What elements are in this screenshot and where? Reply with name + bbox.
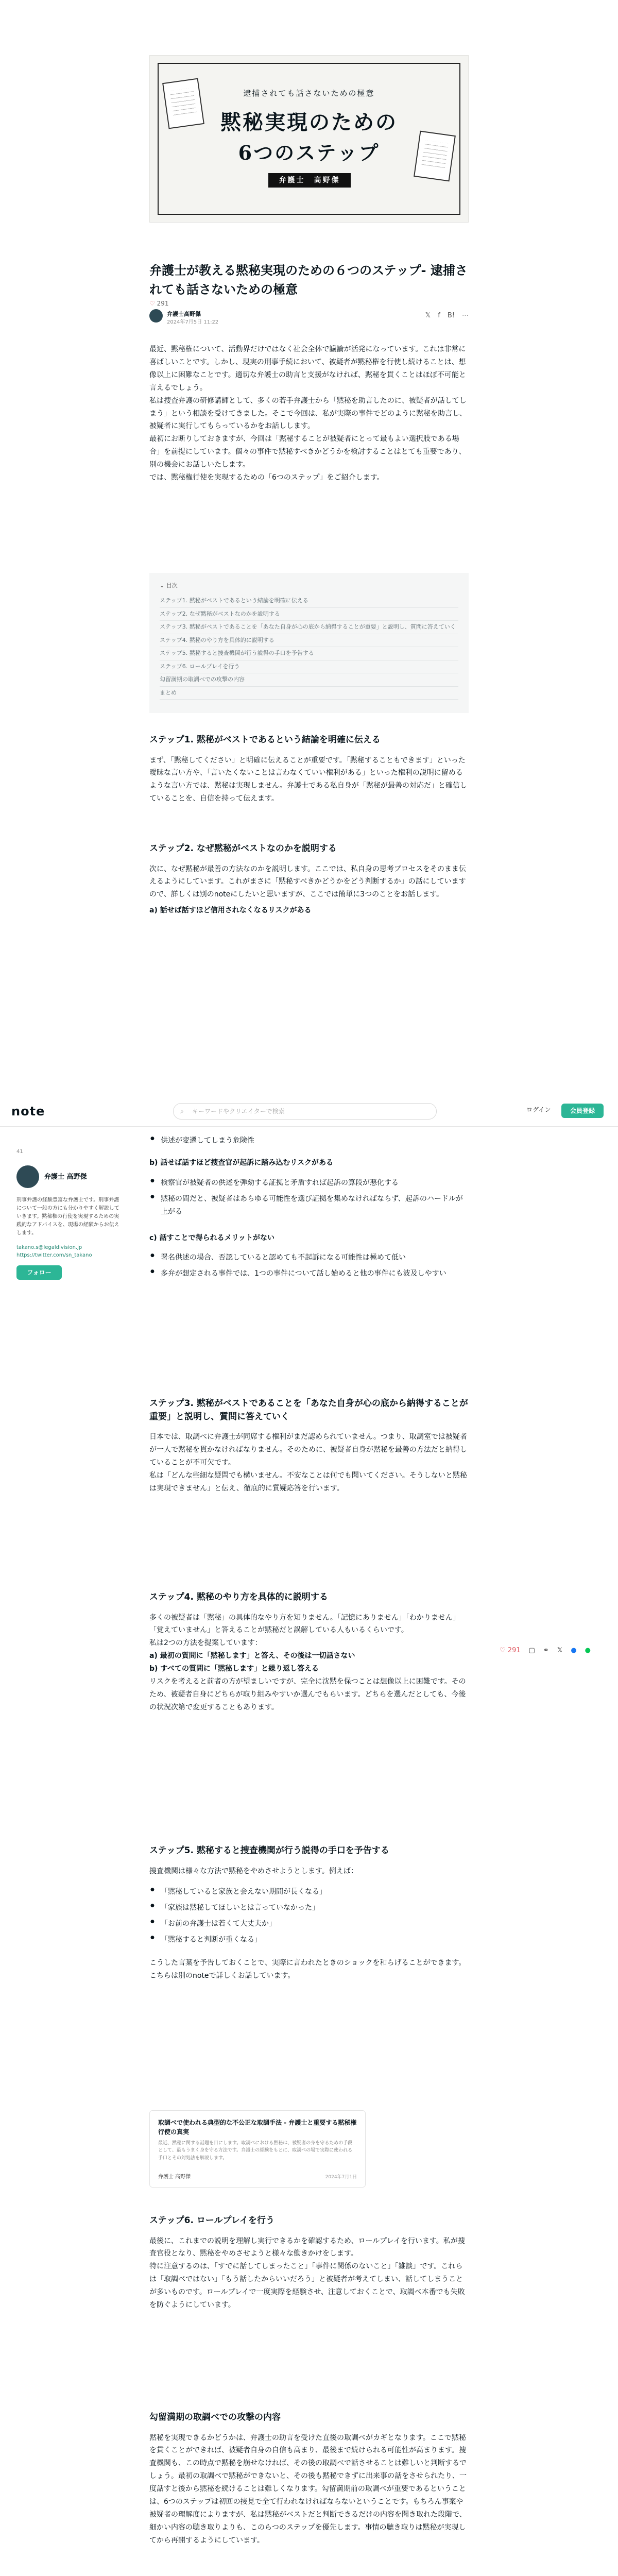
header-image-badge: 弁護士 高野傑 bbox=[268, 173, 351, 188]
section-paragraph: 特に注意するのは、「すでに話してしまったこと」「事件に関係のないこと」「雑談」です。これらは「取調べではない」「もう話したからいいだろう」と被疑者が考えてしまい、話してしまうことが多いものです。ロールプレイで一度実際を経験させ、注意しておくことで、取調べ本番でも失敗を防ぐようにしています。 bbox=[149, 2262, 465, 2310]
section-paragraph: まず、「黙秘してください」と明確に伝えることが重要です。「黙秘することもできます」といった曖昧な言い方や、「言いたくないことは言わなくていい権利がある」といった権利の説明に留めるような言い方では、黙秘は実現しません。弁護士である私自身が「黙秘が最善の対応だ」と確信していることを、自信を持って伝えます。 bbox=[149, 756, 467, 803]
author-twitter-link[interactable]: https://twitter.com/sn_takano bbox=[16, 1252, 92, 1258]
author-name[interactable]: 弁護士高野傑 bbox=[167, 311, 201, 317]
section-heading: ステップ5. 黙秘すると捜査機関が行う説得の手口を予告する bbox=[149, 1845, 389, 1856]
floating-actions bbox=[500, 1647, 591, 1654]
author-email-link[interactable]: takano.s@legaldivision.jp bbox=[16, 1245, 82, 1250]
header-image-title: 黙秘実現のための bbox=[220, 110, 398, 134]
bullet-list bbox=[149, 1177, 469, 1218]
avatar[interactable] bbox=[149, 309, 163, 323]
like-count-top[interactable] bbox=[149, 300, 169, 307]
intro-paragraph: では、黙秘権行使を実現するための「6つのステップ」をご紹介します。 bbox=[149, 473, 384, 482]
avatar[interactable] bbox=[16, 1165, 39, 1188]
section-heading: ステップ3. 黙秘がベストであることを「あなた自身が心の底から納得することが重要」と説明し、質問に答えていく bbox=[149, 1398, 468, 1422]
subheading: a) 最初の質問に「黙秘します」と答え、その後は一切話さない bbox=[149, 1652, 355, 1660]
list-item: ● 署名供述の場合、否認していると認めても不起訴になる可能性は極めて低い bbox=[149, 1251, 469, 1264]
intro-paragraph: 最初にお断りしておきますが、今回は「黙秘することが被疑者にとって最もよい選択肢である場合」を前提にしています。個々の事件で黙秘すべきかどうかを検討することはとても重要であり、別の機会にお話しいたします。 bbox=[149, 435, 466, 469]
header-image-subtitle: 6つのステップ bbox=[238, 141, 380, 164]
share-icons bbox=[425, 312, 469, 319]
author-bio: 刑事弁護の経験豊富な弁護士です。刑事弁護について一般の方にも分かりやすく解説していきます。黙秘権の行使を実現するための実践的なアドバイスを、現場の経験からお伝えします。 bbox=[16, 1197, 119, 1236]
toc-item[interactable]: ステップ3. 黙秘がベストであることを「あなた自身が心の底から納得することが重要」と説明し、質問に答えていく bbox=[160, 621, 458, 634]
list-item: ● 「家族は黙秘してほしいとは言っていなかった」 bbox=[149, 1902, 469, 1914]
subheading: b) 話せば話すほど捜査官が起訴に踏み込むリスクがある bbox=[149, 1158, 334, 1167]
toc-item[interactable]: ステップ1. 黙秘がベストであるという結論を明確に伝える bbox=[160, 595, 458, 608]
list-item: ● 供述が変遷してしまう危険性 bbox=[149, 1134, 469, 1147]
signup-button[interactable]: 会員登録 bbox=[561, 1104, 604, 1118]
intro-paragraph: 最近、黙秘権について、活動界だけではなく社会全体で議論が活発になっています。これは非常に喜ばしいことです。しかし、現実の刑事手続において、被疑者が黙秘権を行使し続けることは、想像以上に困難なことです。適切な弁護士の助言と支援がなければ、黙秘を貫くことはほぼ不可能と言えるでしょう。 bbox=[149, 345, 466, 392]
embed-description: 最近、黙秘に関する話題を目にします。取調べにおける黙秘は、被疑者の身を守るための手段として、最もうまく身を守る方法です。弁護士の経験をもとに、取調べの場で実際に使われる手口とその対処法を解説します。 bbox=[158, 2141, 353, 2161]
follower-count: 41 bbox=[16, 1149, 23, 1155]
sidebar-author-name[interactable]: 弁護士 高野傑 bbox=[44, 1173, 87, 1181]
step2-continued bbox=[149, 1131, 469, 1283]
embed-author: 弁護士 高野傑 bbox=[158, 2174, 191, 2180]
bullet-list bbox=[149, 1886, 469, 1946]
embed-date: 2024年7月1日 bbox=[325, 2175, 357, 2180]
subheading: c) 話すことで得られるメリットがない bbox=[149, 1233, 275, 1242]
author-links bbox=[16, 1244, 92, 1259]
section-paragraph: リスクを考えると前者の方が望ましいですが、完全に沈黙を保つことは想像以上に困難です。そのため、被疑者自身にどちらが取り組みやすいか選んでもらいます。どちらを選んだとしても、今後の状況次第で変更することもあります。 bbox=[149, 1677, 466, 1711]
section-heading: ステップ6. ロールプレイを行う bbox=[149, 2215, 274, 2226]
step4-section bbox=[149, 1591, 469, 1714]
bullet-list bbox=[149, 1251, 469, 1280]
login-link[interactable]: ログイン bbox=[526, 1106, 551, 1113]
list-item: ● 検察官が被疑者の供述を弾劾する証拠と矛盾すれば起訴の算段が悪化する bbox=[149, 1177, 469, 1190]
toc-item[interactable]: ステップ5. 黙秘すると捜査機関が行う説得の手口を予告する bbox=[160, 647, 458, 660]
hatena-share-icon[interactable]: B! bbox=[447, 312, 455, 319]
like-button[interactable]: ♡ 291 bbox=[500, 1647, 521, 1654]
x-share-icon[interactable]: 𝕏 bbox=[557, 1647, 563, 1654]
link-icon[interactable]: ⚭ bbox=[543, 1647, 549, 1654]
toc-item[interactable]: 勾留満期の取調べでの攻撃の内容 bbox=[160, 673, 458, 687]
list-item: ● 多弁が想定される事件では、1つの事件について話し始めると他の事件にも波及しやすい bbox=[149, 1267, 469, 1280]
like-count: 291 bbox=[157, 300, 169, 307]
toc-item[interactable]: まとめ bbox=[160, 687, 458, 700]
list-item: ● 「お前の弁護士は若くて大丈夫か」 bbox=[149, 1918, 469, 1930]
intro-paragraph: 私は捜査弁護の研修講師として、多くの若手弁護士から「黙秘を助言したのに、被疑者が話してしまう」という相談を受けてきました。そこで今回は、私が実際の事件でどのように黙秘を助言し、被疑者に実行してもらっているかをお話しします。 bbox=[149, 396, 467, 431]
section-paragraph: 捜査機関は様々な方法で黙秘をやめさせようとします。例えば： bbox=[149, 1867, 358, 1875]
bullet-list bbox=[149, 1134, 469, 1147]
step6-section bbox=[149, 2214, 469, 2312]
toc-heading[interactable]: ⌄ 目次 bbox=[160, 582, 178, 589]
comment-icon[interactable]: ▢ bbox=[528, 1647, 535, 1654]
toc-item[interactable]: ステップ6. ロールプレイを行う bbox=[160, 660, 458, 674]
toc-item[interactable]: ステップ4. 黙秘のやり方を具体的に説明する bbox=[160, 634, 458, 648]
search-input[interactable] bbox=[173, 1103, 437, 1120]
intro-section bbox=[149, 343, 469, 484]
x-share-icon[interactable]: 𝕏 bbox=[425, 312, 431, 319]
list-item: ● 「黙秘していると家族と会えない期間が長くなる」 bbox=[149, 1886, 469, 1899]
author-sidebar bbox=[16, 1149, 125, 1276]
list-item: ● 「黙秘すると判断が重くなる」 bbox=[149, 1934, 469, 1946]
publish-date: 2024年7月5日 11:22 bbox=[167, 319, 219, 325]
subheading: b) すべての質問に「黙秘します」と繰り返し答える bbox=[149, 1665, 319, 1673]
first-interrogation-section bbox=[149, 2411, 469, 2547]
embed-title: 取調べで使われる典型的な不公正な取調手法 - 弁護士と重要する黙秘権行使の真実 bbox=[158, 2119, 357, 2136]
search-icon: ⌕ bbox=[180, 1108, 184, 1115]
section-heading: ステップ4. 黙秘のやり方を具体的に説明する bbox=[149, 1592, 328, 1602]
subheading: a) 話せば話すほど信用されなくなるリスクがある bbox=[149, 906, 312, 915]
section-paragraph: 日本では、取調べに弁護士が同席する権利がまだ認められていません。つまり、取調室では被疑者が一人で黙秘を貫かなければなりません。そのために、被疑者自身が黙秘を最善の方法だと納得していることが不可欠です。 bbox=[149, 1433, 467, 1467]
embedded-note-card[interactable] bbox=[149, 2110, 366, 2188]
step2-section bbox=[149, 842, 469, 917]
heart-icon: ♡ bbox=[149, 300, 155, 307]
step3-section bbox=[149, 1397, 469, 1495]
header-image bbox=[149, 55, 469, 223]
header-image-catch: 逮捕されても話さないための極意 bbox=[243, 89, 375, 98]
facebook-share-icon[interactable]: ● bbox=[571, 1647, 577, 1654]
section-paragraph: こうした言葉を予告しておくことで、実際に言われたときのショックを和らげることができます。こちらは別のnoteで詳しくお話しています。 bbox=[149, 1959, 466, 1980]
author-row bbox=[149, 309, 469, 325]
site-header bbox=[0, 1095, 618, 1127]
facebook-share-icon[interactable]: f bbox=[438, 312, 440, 319]
more-icon[interactable]: ⋯ bbox=[462, 312, 469, 319]
section-heading: 勾留満期の取調べでの攻撃の内容 bbox=[149, 2412, 281, 2422]
article-title: 弁護士が教える黙秘実現のための６つのステップ- 逮捕されても話さないための極意 bbox=[149, 263, 468, 297]
toc-item[interactable]: ステップ2. なぜ黙秘がベストなのかを説明する bbox=[160, 608, 458, 621]
section-paragraph: 私は「どんな些細な疑問でも構いません。不安なことは何でも聞いてください。そうしないと黙秘は実現できません」と伝え、徹底的に質疑応答を行います。 bbox=[149, 1471, 467, 1493]
follow-button[interactable]: フォロー bbox=[16, 1265, 62, 1280]
section-paragraph: 次に、なぜ黙秘が最善の方法なのかを説明します。ここでは、私自身の思考プロセスをそのまま伝えるようにしています。これがまさに「黙秘すべきかどうかをどう判断するか」の話にしていますので、詳しくは別のnoteにしたいと思いますが、ここでは簡単に3つのことをお話します。 bbox=[149, 865, 466, 899]
section-paragraph: 私は2つの方法を提案しています： bbox=[149, 1639, 262, 1648]
list-item: ● 黙秘の間だと、被疑者はあらゆる可能性を選び証拠を集めなければならず、起訴のハードルが上がる bbox=[149, 1193, 469, 1218]
section-paragraph: 多くの被疑者は「黙秘」の具体的なやり方を知りません。「記憶にありません」「わかりません」「覚えていません」と答えることが黙秘だと誤解している人もいるくらいです。 bbox=[149, 1613, 460, 1635]
search-placeholder: キーワードやクリエイターで検索 bbox=[192, 1108, 285, 1115]
step5-section bbox=[149, 1844, 469, 1982]
table-of-contents bbox=[149, 573, 469, 713]
step1-section bbox=[149, 734, 469, 805]
line-share-icon[interactable]: ● bbox=[585, 1647, 591, 1654]
section-paragraph: 黙秘を実現できるかどうかは、弁護士の助言を受けた直後の取調べがカギとなります。ここで黙秘を貫くことができれば、被疑者自身の自信も高まり、最後まで続けられる可能性が高まります。捜査機関も、この時点で黙秘を崩せなければ、その後の取調べで話させることは難しいと判断するでしょう。最初の取調べで黙秘ができないと、その後も黙秘できずに出来事の話をさせられたり、一度話すと後から黙秘を続けることは難しくなります。勾留満期前の取調べが重要であるということは、6つのステップは初回の接見で全て行われなければならないということです。もちろん事案や被疑者の理解度によりますが、私は黙秘がベストだと判断できるだけの内容を聞き取れた段階で、細かい内容の聴き取りよりも、このらつのステップを優先します。事情の聴き取りは黙秘が実現してから再開するようにしています。 bbox=[149, 2433, 467, 2545]
section-paragraph: 最後に、これまでの説明を理解し実行できるかを確認するため、ロールプレイを行います。私が捜査官役となり、黙秘をやめさせようと様々な働きかけをします。 bbox=[149, 2236, 465, 2258]
section-heading: ステップ1. 黙秘がベストであるという結論を明確に伝える bbox=[149, 735, 381, 745]
note-logo[interactable]: note bbox=[11, 1104, 45, 1118]
section-heading: ステップ2. なぜ黙秘がベストなのかを説明する bbox=[149, 843, 337, 854]
